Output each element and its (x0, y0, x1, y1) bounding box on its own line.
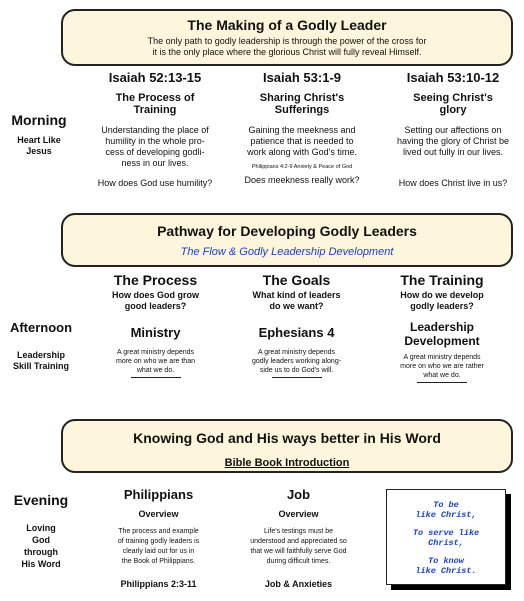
body-line: during difficult times. (266, 558, 331, 565)
column-question-2: good leaders? (124, 301, 187, 311)
body-line: of training godly leaders is (117, 538, 200, 545)
column-overview: Overview (138, 509, 179, 519)
afternoon-sub-2: Skill Training (12, 361, 69, 371)
column-body (383, 125, 523, 158)
column-body (84, 125, 226, 169)
body-line: clearly laid out for us in (122, 548, 195, 555)
column-question-1: How do we develop (400, 290, 484, 300)
divider (417, 382, 467, 383)
motto-text (387, 500, 505, 576)
body-line: having the glory of Christ be (396, 136, 510, 146)
afternoon-title: Afternoon (9, 320, 73, 335)
body-line: Understanding the place of (101, 125, 209, 135)
body-line: cess of developing godli- (105, 147, 205, 157)
banner-line-2: it is the only place where the glorious Christ will fully reveal Himself. (152, 47, 422, 57)
column-ref: Philippians 2:3-11 (120, 579, 197, 589)
motto-line: To serve like (412, 528, 480, 538)
banner-subtitle-text: Bible Book Introduction (224, 457, 350, 469)
body-line: more on who we are than (116, 358, 195, 365)
evening-sub-line: God (32, 535, 50, 545)
column-title: The Process (113, 272, 198, 288)
evening-column-2 (231, 487, 366, 590)
column-overview: Overview (278, 509, 319, 519)
column-ref: Isaiah 53:1-9 (262, 70, 342, 85)
body-line: ness in our lives. (121, 158, 189, 168)
afternoon-sub-1: Leadership (16, 350, 65, 360)
column-heading-1: Sharing Christ's (259, 92, 345, 104)
body-line: godly leaders working along- (251, 358, 342, 365)
column-question-2: do we want? (269, 301, 324, 311)
column-body (233, 125, 371, 158)
column-body (88, 348, 223, 378)
afternoon-label (0, 320, 82, 372)
column-heading: Ministry (130, 325, 181, 340)
column-question: How does God use humility? (97, 178, 213, 188)
evening-label (0, 492, 82, 570)
column-heading-1: Seeing Christ's (413, 92, 493, 104)
body-line: more on who we are rather (400, 363, 484, 370)
column-heading-2: Training (133, 104, 177, 116)
body-line: A great ministry depends (403, 354, 481, 361)
column-ref: Isaiah 52:13-15 (108, 70, 202, 85)
column-question-1: How does God grow (112, 290, 199, 300)
morning-column-3 (383, 70, 523, 189)
banner-title: Knowing God and His ways better in His Word (133, 430, 441, 446)
column-note: Philippians 4:2-9 Anxiety & Peace of God (251, 164, 353, 170)
banner-title: The Making of a Godly Leader (187, 17, 387, 33)
column-question: Does meekness really work? (244, 175, 360, 185)
banner-title: Pathway for Developing Godly Leaders (157, 223, 417, 239)
evening-sub-line: through (24, 547, 58, 557)
column-title: The Training (400, 272, 484, 288)
divider (272, 377, 322, 378)
body-line: Life's testings must be (263, 528, 334, 535)
motto-line: like Christ, (415, 510, 477, 520)
motto-card (386, 489, 506, 585)
evening-sub-line: Loving (26, 523, 56, 533)
motto-line: To be (433, 500, 459, 510)
body-line: A great ministry depends (116, 349, 195, 356)
column-question: How does Christ live in us? (398, 178, 508, 188)
morning-label (0, 112, 78, 157)
morning-title: Morning (11, 112, 67, 128)
column-body (231, 527, 366, 567)
body-line: that we will faithfully serve God (250, 548, 347, 555)
column-title: The Goals (262, 272, 331, 288)
column-body (91, 527, 226, 567)
column-body (372, 353, 512, 383)
column-heading: Ephesians 4 (258, 325, 335, 340)
body-line: work along with God's time. (247, 147, 357, 157)
column-heading-1: The Process of (115, 92, 195, 104)
afternoon-column-1 (88, 272, 223, 378)
banner-knowing-god (61, 419, 513, 473)
morning-sub-1: Heart Like (17, 135, 61, 145)
body-line: A great ministry depends (257, 349, 336, 356)
column-heading-2: Sufferings (274, 104, 330, 116)
banner-subtitle (63, 453, 511, 471)
morning-sub-2: Jesus (26, 146, 52, 156)
body-line: humility in the whole pro- (105, 136, 205, 146)
evening-column-1 (91, 487, 226, 590)
column-ref: Job & Anxieties (264, 579, 333, 589)
column-question-1: What kind of leaders (252, 290, 341, 300)
evening-sub (0, 522, 82, 570)
body-line: what we do. (136, 367, 175, 374)
column-title: Philippians (123, 487, 194, 502)
column-question-2: godly leaders? (410, 301, 474, 311)
banner-line-1: The only path to godly leadership is through the power of the cross for (147, 36, 427, 46)
banner-making-of-godly-leader (61, 9, 513, 66)
body-line: side us to do God's will. (259, 367, 334, 374)
body-line: lived out fully in our lives. (402, 147, 504, 157)
column-ref: Isaiah 53:10-12 (406, 70, 500, 85)
motto-line: To know (428, 556, 464, 566)
body-line: The process and example (118, 528, 199, 535)
afternoon-column-2 (229, 272, 364, 378)
afternoon-column-3 (372, 272, 512, 383)
column-heading-1: Leadership (409, 320, 475, 334)
body-line: what we do. (423, 372, 461, 379)
morning-column-1 (84, 70, 226, 189)
body-line: the Book of Philippians. (121, 558, 196, 565)
banner-pathway (61, 213, 513, 267)
body-line: Gaining the meekness and (248, 125, 356, 135)
body-line: patience that is needed to (250, 136, 354, 146)
evening-title: Evening (13, 492, 69, 508)
morning-column-2 (233, 70, 371, 186)
body-line: Setting our affections on (404, 125, 502, 135)
column-body (229, 348, 364, 378)
motto-line: Christ, (428, 538, 464, 548)
evening-sub-line: His Word (21, 559, 61, 569)
divider (131, 377, 181, 378)
column-heading-2: Development (404, 334, 480, 348)
banner-subtitle: The Flow & Godly Leadership Development (180, 246, 394, 258)
column-heading-2: glory (439, 104, 467, 116)
motto-line: like Christ. (415, 566, 477, 576)
body-line: understood and appreciated so (250, 538, 347, 545)
column-title: Job (286, 487, 311, 502)
